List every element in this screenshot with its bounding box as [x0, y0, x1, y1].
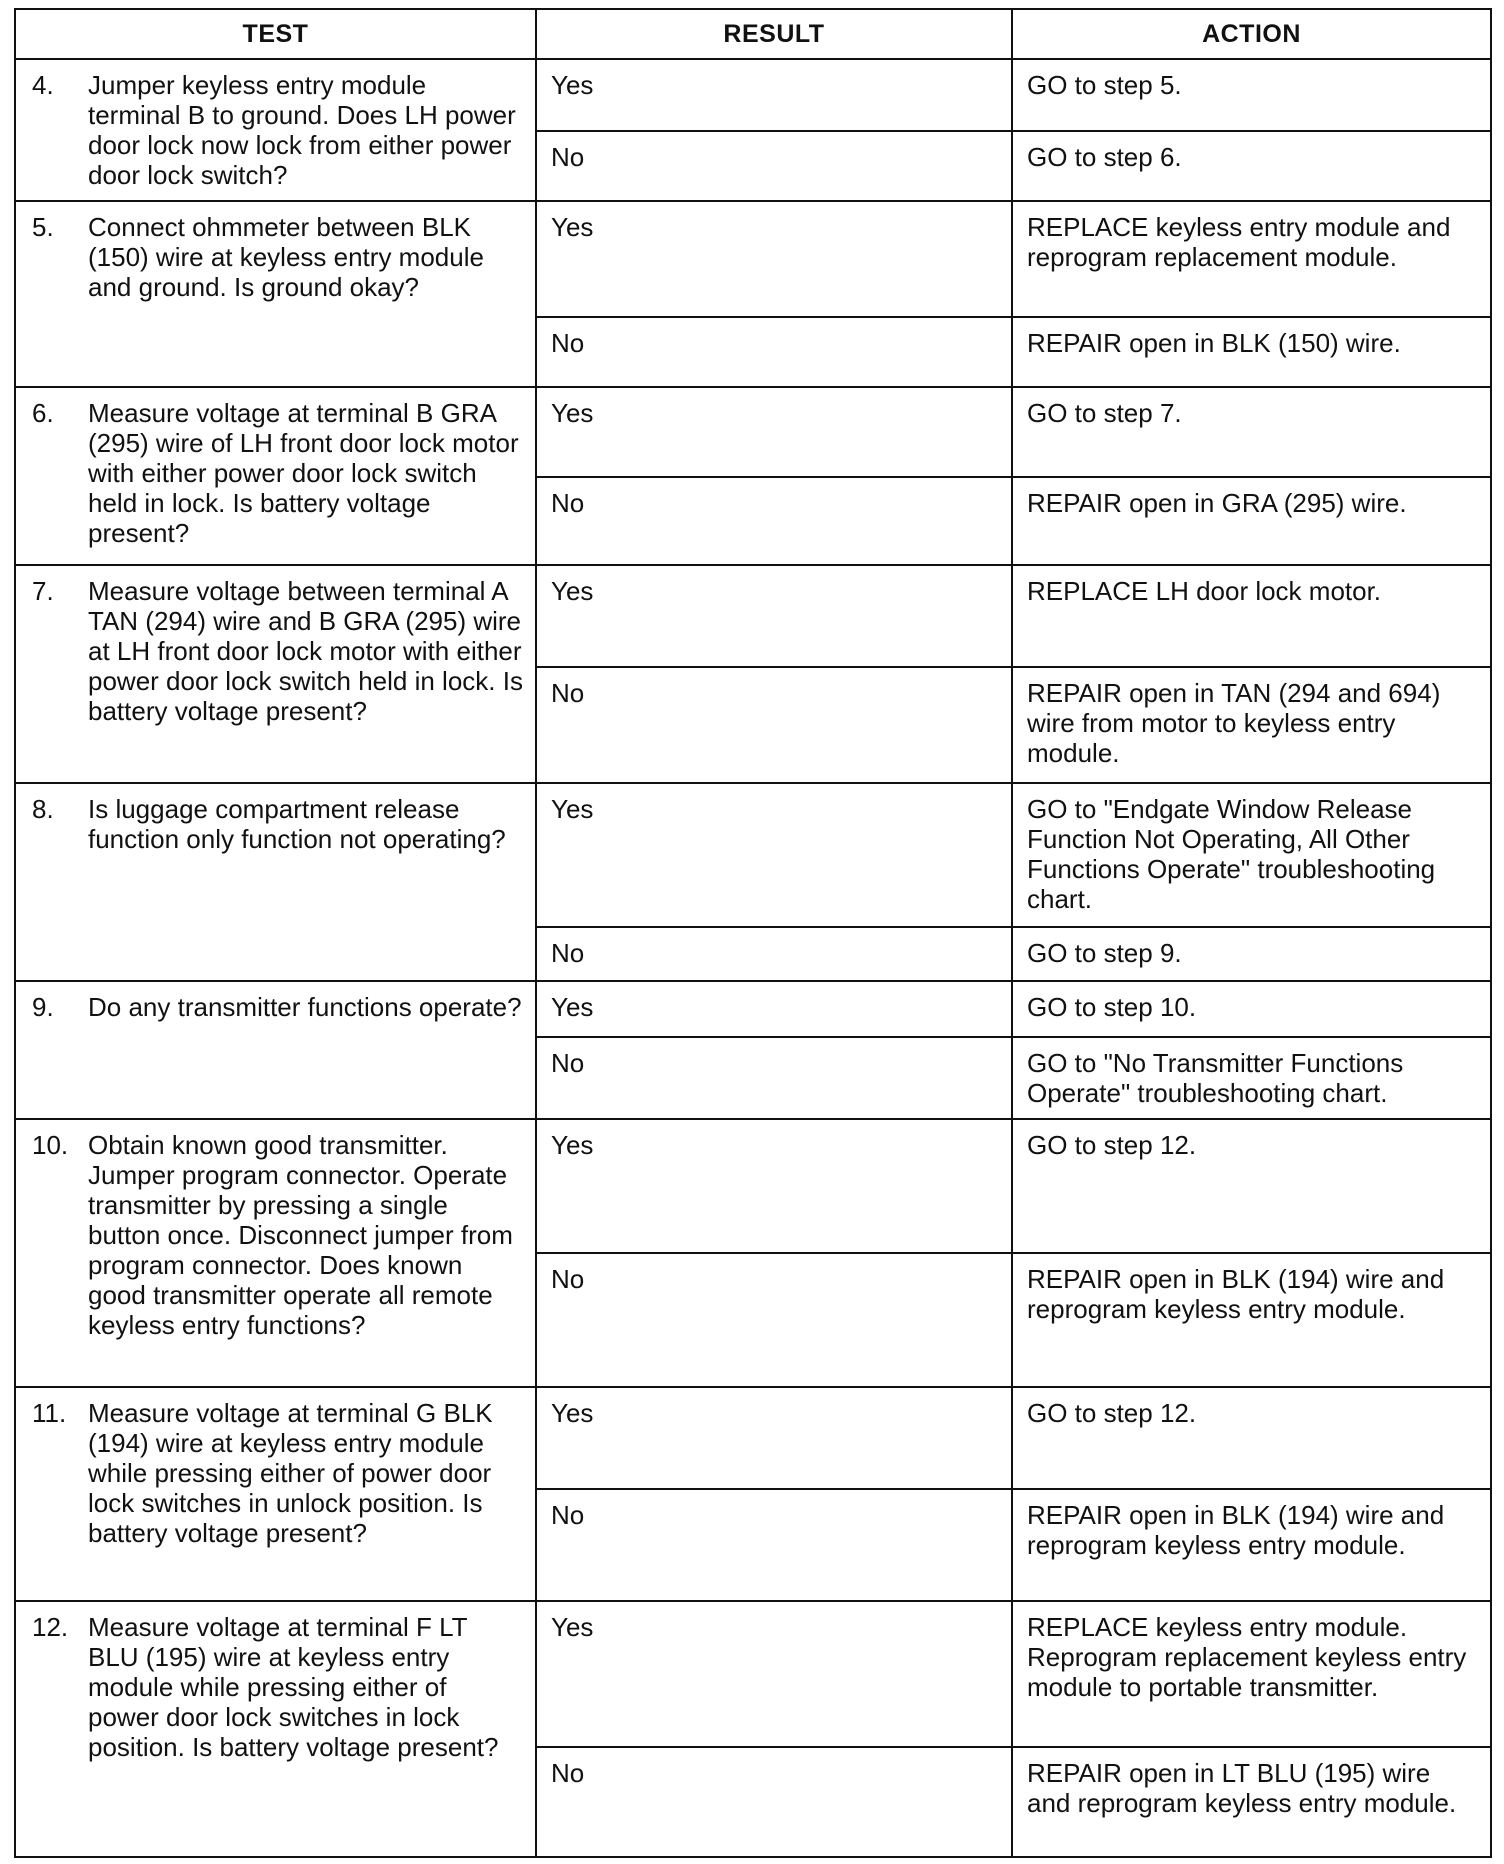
step-test-text: Do any transmitter functions operate? — [88, 992, 522, 1022]
step-6-test — [15, 387, 536, 565]
header-action: ACTION — [1012, 9, 1491, 59]
step-test-text: Measure voltage between terminal A TAN (294) wire and B GRA (295) wire at LH front door lock motor with either power door lock switch held in lock. Is battery voltage present? — [88, 576, 523, 726]
result-no: No — [536, 317, 1012, 387]
step-9-test — [15, 981, 536, 1119]
step-number: 4. — [32, 70, 54, 100]
step-4-test — [15, 59, 536, 201]
step-7-yes-row — [15, 565, 1491, 667]
action-no: REPAIR open in LT BLU (195) wire and reprogram keyless entry module. — [1012, 1747, 1491, 1857]
action-no: REPAIR open in BLK (150) wire. — [1012, 317, 1491, 387]
troubleshooting-table — [14, 8, 1492, 1858]
header-test: TEST — [15, 9, 536, 59]
step-number: 9. — [32, 992, 54, 1022]
result-yes: Yes — [536, 1601, 1012, 1747]
result-yes: Yes — [536, 1387, 1012, 1489]
step-6-yes-row — [15, 387, 1491, 477]
action-yes: REPLACE LH door lock motor. — [1012, 565, 1491, 667]
step-number: 5. — [32, 212, 54, 242]
step-8-test — [15, 783, 536, 981]
result-no: No — [536, 1489, 1012, 1601]
action-yes: GO to step 5. — [1012, 59, 1491, 131]
action-yes: GO to "Endgate Window Release Function Not Operating, All Other Functions Operate" troubleshooting chart. — [1012, 783, 1491, 927]
step-test-text: Is luggage compartment release function only function not operating? — [88, 794, 506, 854]
action-no: GO to step 9. — [1012, 927, 1491, 981]
step-test-text: Measure voltage at terminal B GRA (295) wire of LH front door lock motor with either power door lock switch held in lock. Is battery voltage present? — [88, 398, 519, 548]
action-no: REPAIR open in BLK (194) wire and reprogram keyless entry module. — [1012, 1253, 1491, 1387]
step-test-text: Connect ohmmeter between BLK (150) wire at keyless entry module and ground. Is ground okay? — [88, 212, 484, 302]
result-yes: Yes — [536, 1119, 1012, 1253]
action-yes: REPLACE keyless entry module. Reprogram replacement keyless entry module to portable transmitter. — [1012, 1601, 1491, 1747]
step-number: 10. — [32, 1130, 69, 1160]
step-12-yes-row — [15, 1601, 1491, 1747]
header-result: RESULT — [536, 9, 1012, 59]
result-no: No — [536, 477, 1012, 565]
result-no: No — [536, 1747, 1012, 1857]
step-number: 11. — [32, 1398, 67, 1428]
step-number: 7. — [32, 576, 54, 606]
step-10-test — [15, 1119, 536, 1387]
header-row — [15, 9, 1491, 59]
result-no: No — [536, 1253, 1012, 1387]
result-no: No — [536, 927, 1012, 981]
step-test-text: Jumper keyless entry module terminal B to ground. Does LH power door lock now lock from either power door lock switch? — [88, 70, 516, 190]
step-number: 6. — [32, 398, 54, 428]
action-no: GO to step 6. — [1012, 131, 1491, 201]
step-5-yes-row — [15, 201, 1491, 317]
step-11-test — [15, 1387, 536, 1601]
step-5-test — [15, 201, 536, 387]
result-yes: Yes — [536, 565, 1012, 667]
action-no: GO to "No Transmitter Functions Operate" troubleshooting chart. — [1012, 1037, 1491, 1119]
step-12-test — [15, 1601, 536, 1857]
step-9-yes-row — [15, 981, 1491, 1037]
step-number: 12. — [32, 1612, 69, 1642]
action-no: REPAIR open in BLK (194) wire and reprogram keyless entry module. — [1012, 1489, 1491, 1601]
step-test-text: Obtain known good transmitter. Jumper program connector. Operate transmitter by pressing a single button once. Disconnect jumper from program connector. Does known good transmitter operate all remote keyless entry functions? — [88, 1130, 513, 1340]
step-4-yes-row — [15, 59, 1491, 131]
action-yes: GO to step 12. — [1012, 1119, 1491, 1253]
action-no: REPAIR open in GRA (295) wire. — [1012, 477, 1491, 565]
action-no: REPAIR open in TAN (294 and 694) wire from motor to keyless entry module. — [1012, 667, 1491, 783]
result-yes: Yes — [536, 783, 1012, 927]
step-8-yes-row — [15, 783, 1491, 927]
step-number: 8. — [32, 794, 54, 824]
action-yes: REPLACE keyless entry module and reprogram replacement module. — [1012, 201, 1491, 317]
action-yes: GO to step 12. — [1012, 1387, 1491, 1489]
step-11-yes-row — [15, 1387, 1491, 1489]
result-yes: Yes — [536, 201, 1012, 317]
result-yes: Yes — [536, 387, 1012, 477]
result-yes: Yes — [536, 59, 1012, 131]
action-yes: GO to step 10. — [1012, 981, 1491, 1037]
result-no: No — [536, 1037, 1012, 1119]
step-test-text: Measure voltage at terminal F LT BLU (195) wire at keyless entry module while pressing either of power door lock switches in lock position. Is battery voltage present? — [88, 1612, 499, 1762]
step-7-test — [15, 565, 536, 783]
result-no: No — [536, 131, 1012, 201]
step-test-text: Measure voltage at terminal G BLK (194) wire at keyless entry module while pressing either of power door lock switches in unlock position. Is battery voltage present? — [88, 1398, 493, 1548]
action-yes: GO to step 7. — [1012, 387, 1491, 477]
result-yes: Yes — [536, 981, 1012, 1037]
step-10-yes-row — [15, 1119, 1491, 1253]
result-no: No — [536, 667, 1012, 783]
